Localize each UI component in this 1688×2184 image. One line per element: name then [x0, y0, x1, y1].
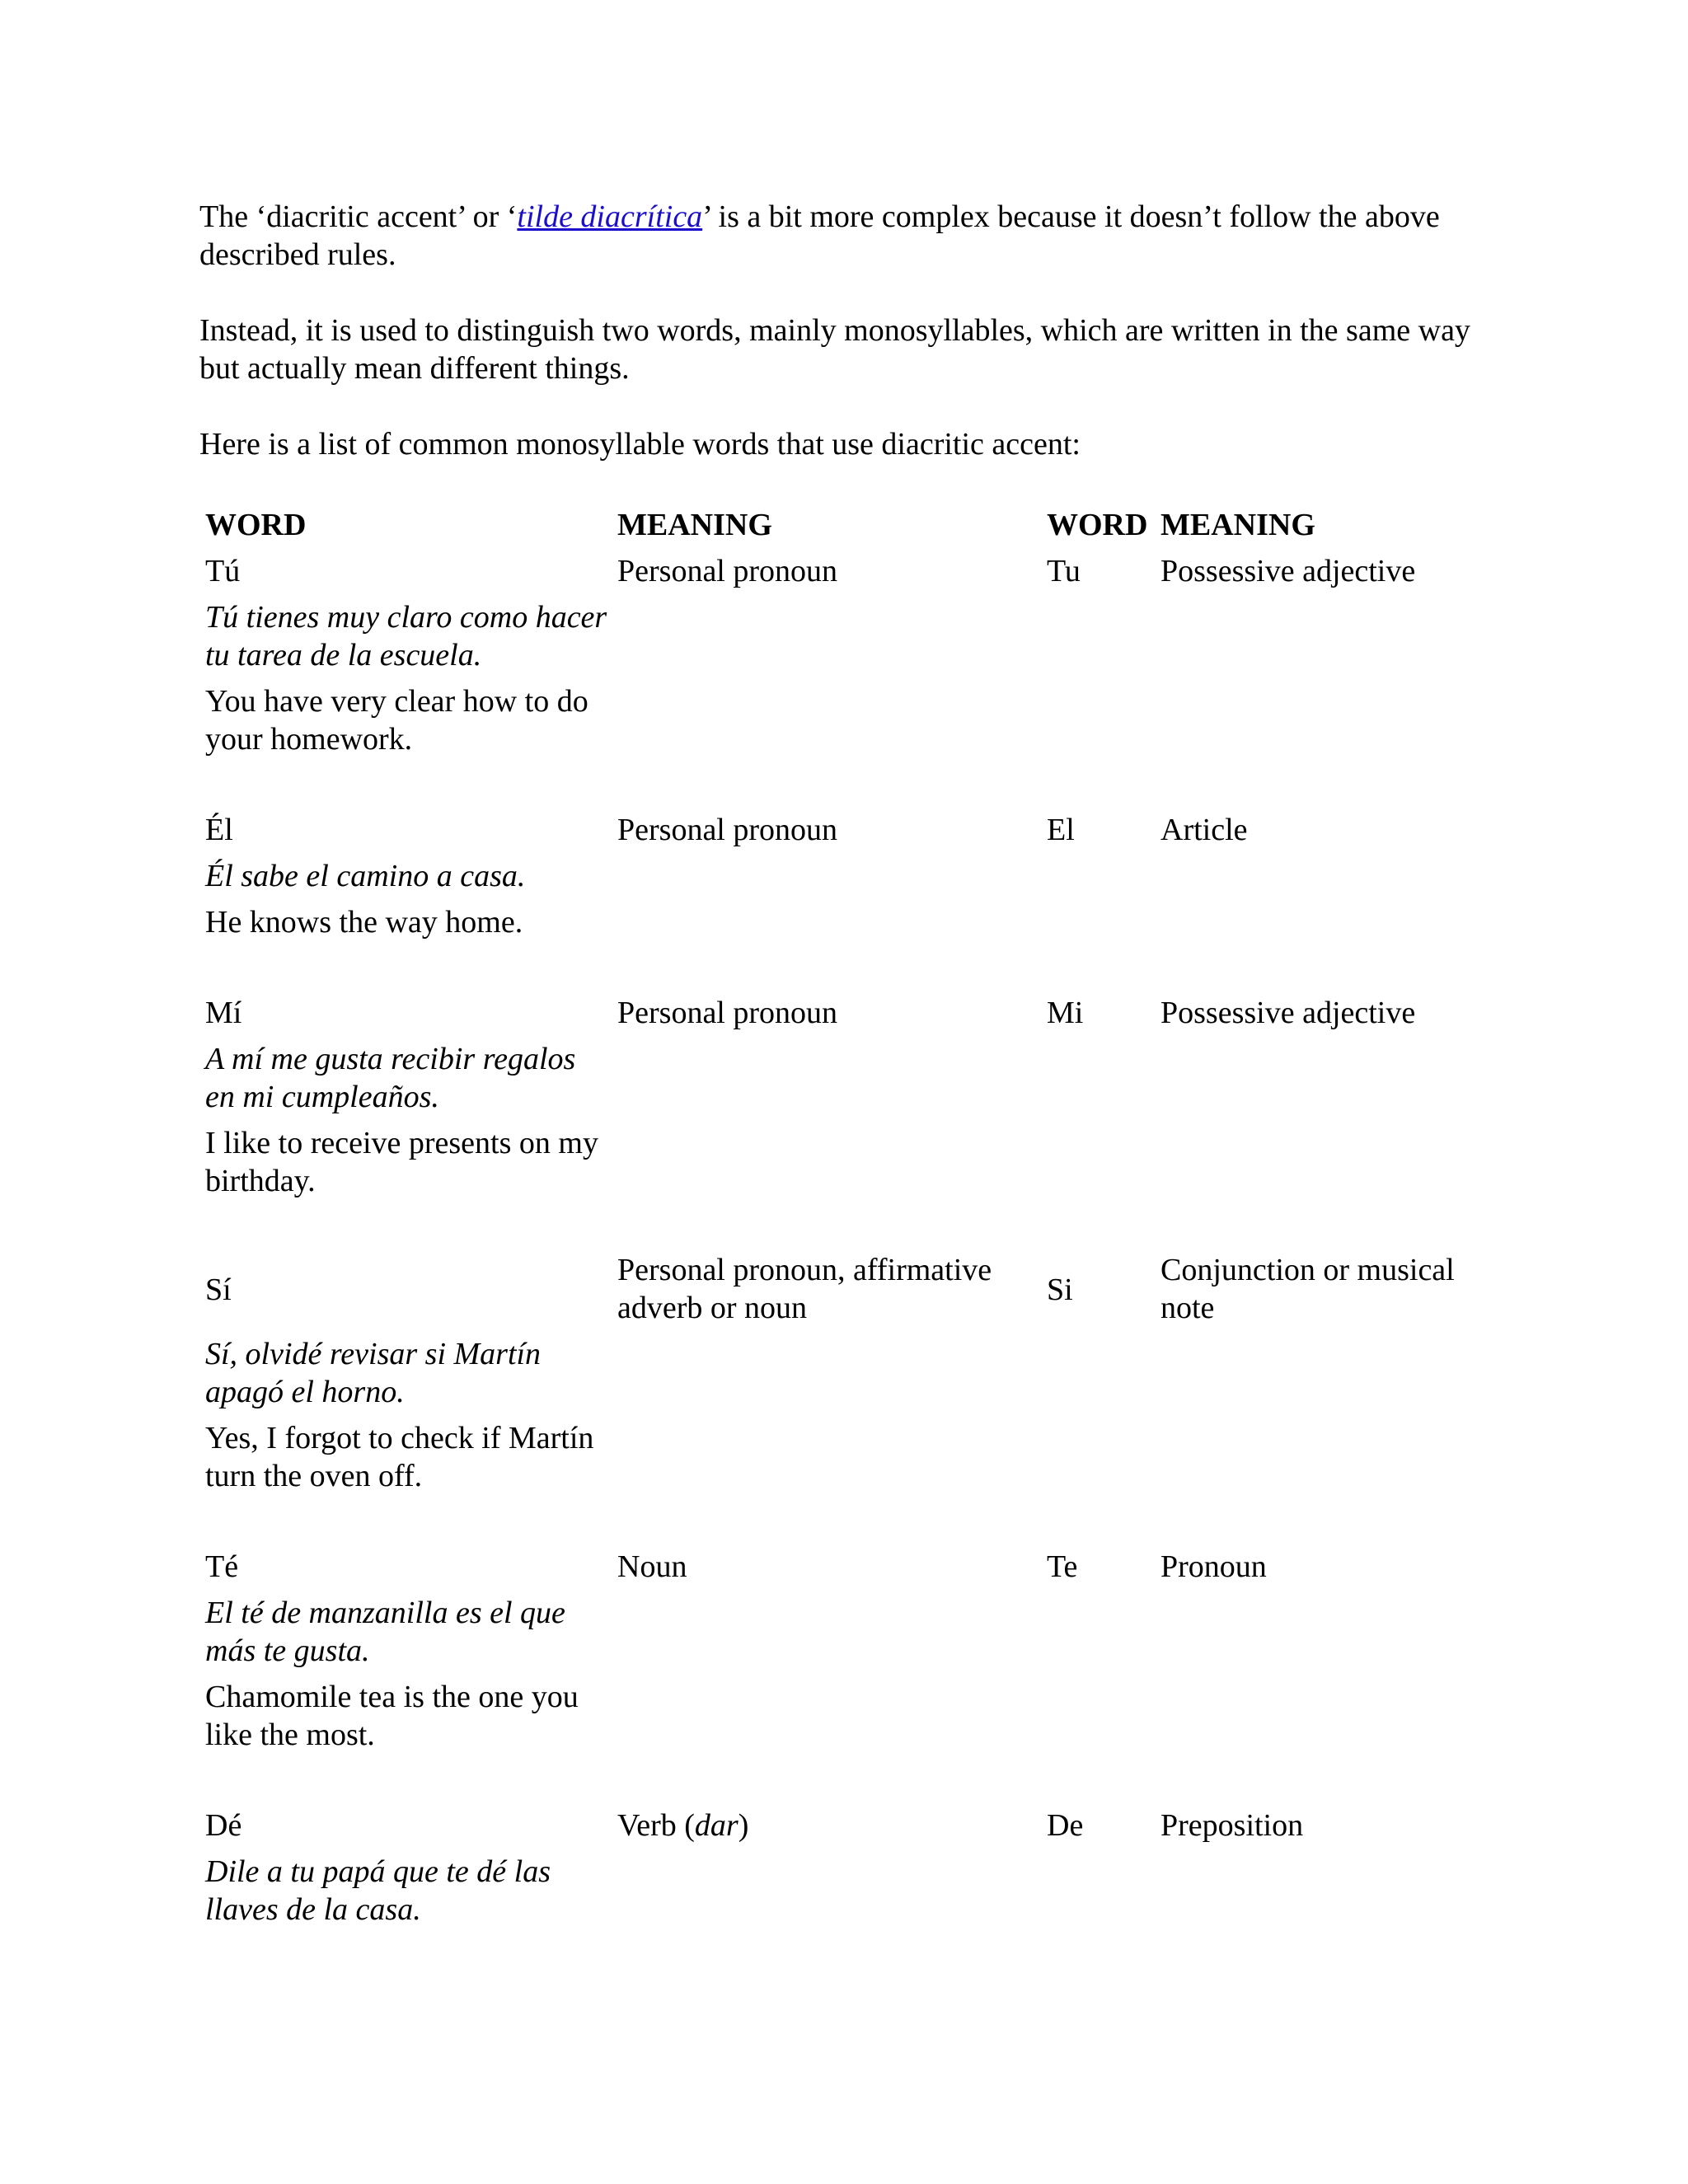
row-word: Té [205, 1549, 239, 1584]
example-spanish: A mí me gusta recibir regalos en mi cumpleaños. [205, 1042, 576, 1114]
row-word: Sí [205, 1272, 232, 1307]
example-spanish: Él sabe el camino a casa. [205, 859, 526, 893]
row-word-2: Si [1047, 1272, 1073, 1307]
example-english: Yes, I forgot to check if Martín turn the oven off. [205, 1421, 594, 1493]
intro-paragraph-3: Here is a list of common monosyllable words that use diacritic accent: [199, 427, 1081, 462]
row-word: Dé [205, 1808, 242, 1843]
example-spanish: Sí, olvidé revisar si Martín apagó el horno. [205, 1337, 542, 1409]
row-word-2: De [1047, 1808, 1084, 1843]
intro-p1-suffix: ’ is a bit more complex because it doesn’t follow the above described rules. [199, 199, 1440, 272]
row-meaning-2: Conjunction or musical note [1160, 1253, 1455, 1325]
row-meaning-2: Article [1160, 813, 1248, 847]
header-meaning: MEANING [617, 508, 772, 542]
row-meaning-2: Possessive adjective [1160, 554, 1416, 588]
example-english: He knows the way home. [205, 905, 523, 940]
header-meaning-2: MEANING [1160, 508, 1315, 542]
header-word: WORD [205, 508, 307, 542]
row-meaning: Personal pronoun, affirmative adverb or noun [617, 1253, 992, 1325]
row-word-2: El [1047, 813, 1075, 847]
row-meaning [617, 1807, 1029, 1844]
intro-paragraph-2: Instead, it is used to distinguish two words, mainly monosyllables, which are written in the same way but actually mean different things. [199, 313, 1470, 386]
row-word: Mí [205, 996, 242, 1030]
row-word: Él [205, 813, 233, 847]
row-word-2: Mi [1047, 996, 1084, 1030]
example-spanish: Tú tienes muy claro como hacer tu tarea de la escuela. [205, 600, 607, 673]
row-word-2: Te [1047, 1549, 1078, 1584]
row-meaning-2: Preposition [1160, 1808, 1304, 1843]
meaning-italic: dar [694, 1808, 738, 1843]
intro-paragraph-1 [199, 198, 1502, 274]
example-spanish: El té de manzanilla es el que más te gusta. [205, 1596, 565, 1668]
example-english: You have very clear how to do your homework. [205, 684, 588, 757]
example-english: I like to receive presents on my birthday. [205, 1126, 598, 1198]
header-word-2: WORD [1047, 508, 1148, 542]
example-spanish: Dile a tu papá que te dé las llaves de la casa. [205, 1854, 551, 1927]
meaning-prefix: Verb ( [617, 1808, 695, 1843]
row-meaning: Personal pronoun [617, 554, 838, 588]
example-english: Chamomile tea is the one you like the most. [205, 1680, 579, 1752]
tilde-diacritica-link[interactable]: tilde diacrítica [517, 199, 703, 234]
row-meaning-2: Pronoun [1160, 1549, 1267, 1584]
row-word-2: Tu [1047, 554, 1081, 588]
row-meaning: Personal pronoun [617, 813, 838, 847]
row-word: Tú [205, 554, 241, 588]
row-meaning: Personal pronoun [617, 996, 838, 1030]
row-meaning-2: Possessive adjective [1160, 996, 1416, 1030]
row-meaning: Noun [617, 1549, 687, 1584]
meaning-suffix: ) [738, 1808, 749, 1843]
intro-p1-prefix: The ‘diacritic accent’ or ‘ [199, 199, 518, 234]
